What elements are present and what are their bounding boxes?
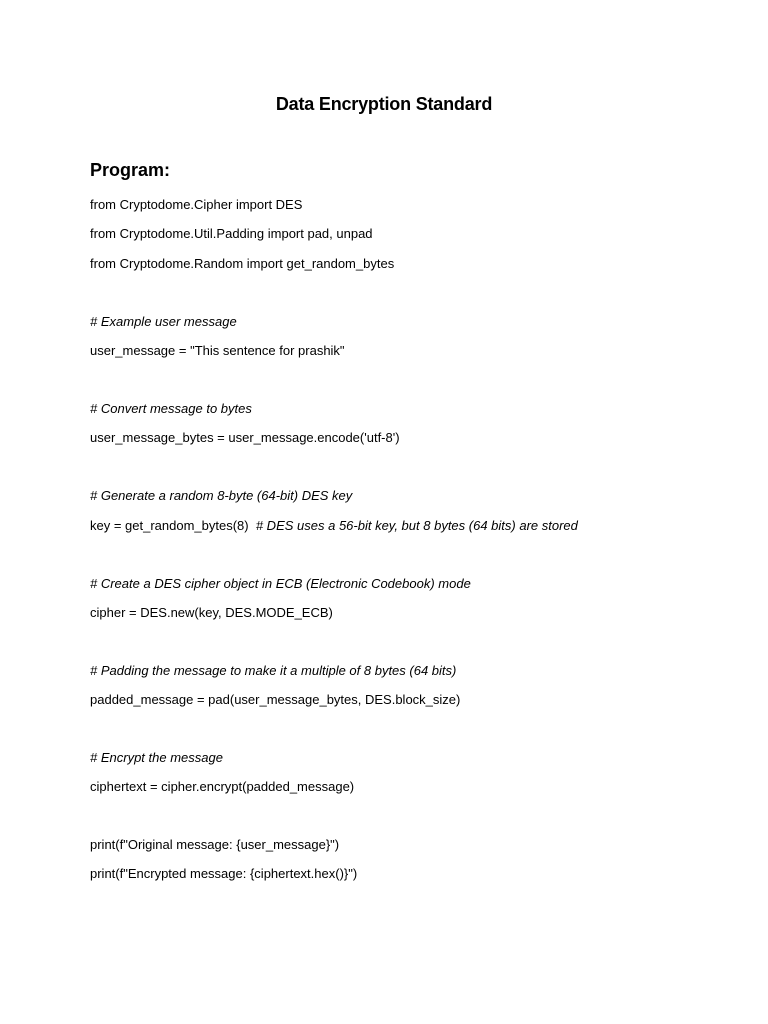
code-comment-convert: # Convert message to bytes [90, 401, 252, 416]
code-key-inline-comment: # DES uses a 56-bit key, but 8 bytes (64 bits) are stored [255, 518, 578, 533]
code-line-cipher: cipher = DES.new(key, DES.MODE_ECB) [90, 605, 333, 620]
code-line-import-pad: from Cryptodome.Util.Padding import pad, unpad [90, 226, 373, 241]
code-line-import-random: from Cryptodome.Random import get_random_bytes [90, 256, 395, 271]
code-key-statement: key = get_random_bytes(8) [90, 518, 256, 533]
code-comment-example: # Example user message [90, 314, 237, 329]
code-line-print-encrypted: print(f"Encrypted message: {ciphertext.hex()}") [90, 866, 358, 881]
code-line-ciphertext: ciphertext = cipher.encrypt(padded_message) [90, 779, 355, 794]
section-heading: Program: [90, 160, 171, 180]
document-title: Data Encryption Standard [275, 94, 493, 114]
code-comment-padding: # Padding the message to make it a multiple of 8 bytes (64 bits) [90, 663, 457, 678]
code-line-user-message-bytes: user_message_bytes = user_message.encode('utf-8') [90, 430, 400, 445]
code-comment-cipher: # Create a DES cipher object in ECB (Electronic Codebook) mode [90, 576, 471, 591]
code-line-import-des: from Cryptodome.Cipher import DES [90, 197, 303, 212]
code-comment-encrypt: # Encrypt the message [90, 750, 223, 765]
code-line-print-original: print(f"Original message: {user_message}") [90, 837, 340, 852]
code-line-user-message: user_message = "This sentence for prashik" [90, 343, 345, 358]
code-line-padded-message: padded_message = pad(user_message_bytes, DES.block_size) [90, 692, 461, 707]
code-line-key [90, 518, 578, 534]
code-comment-generate: # Generate a random 8-byte (64-bit) DES key [90, 488, 353, 503]
